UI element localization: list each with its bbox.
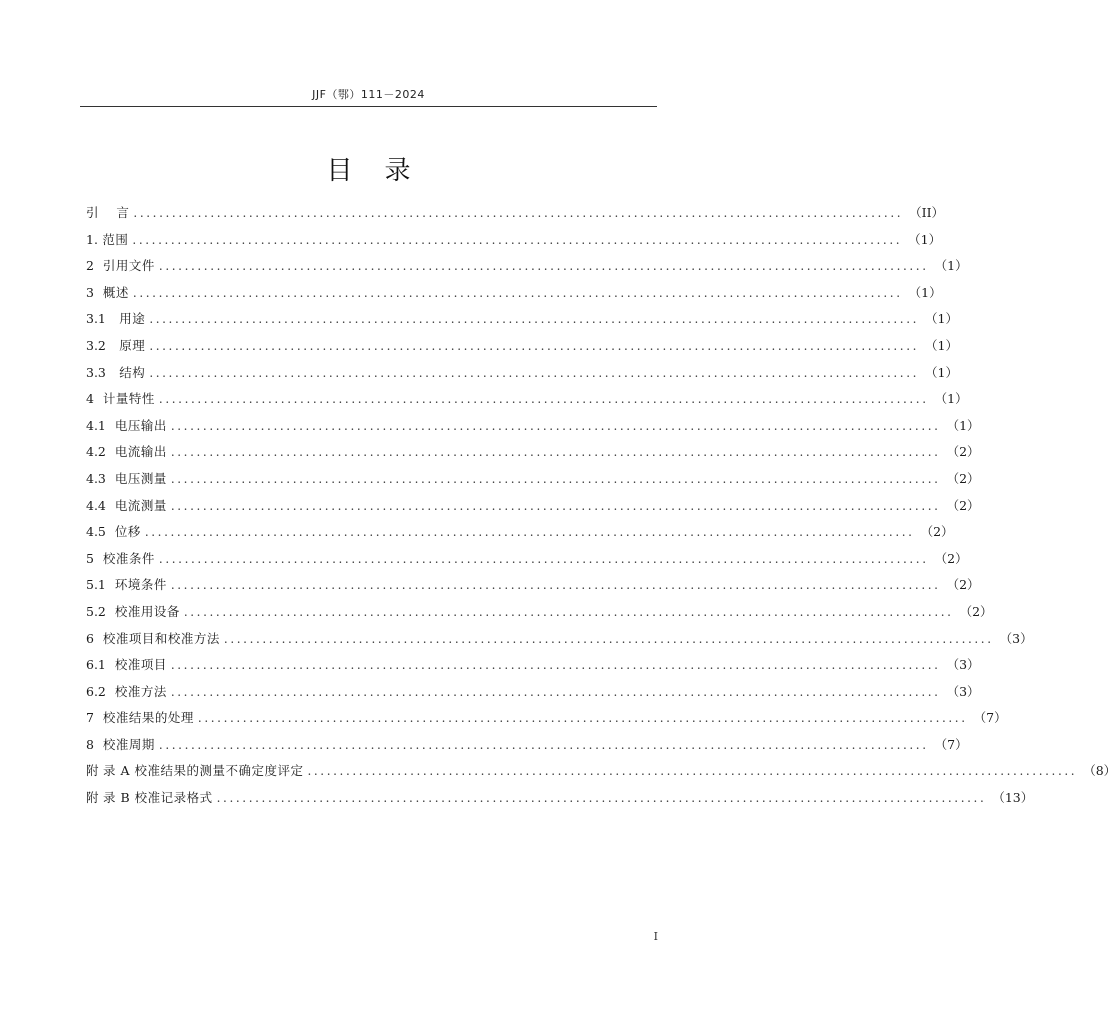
- toc-entry-label: 环境条件: [105, 577, 167, 593]
- toc-entry[interactable]: [86, 758, 1116, 785]
- toc-dot-leader: ........................................................................................................................: [132, 232, 903, 247]
- toc-entry-number: 附: [86, 763, 99, 779]
- toc-entry[interactable]: [86, 333, 958, 360]
- toc-dot-leader: ........................................................................................................................: [170, 445, 941, 460]
- toc-entry[interactable]: [86, 466, 980, 493]
- toc-dot-leader: ........................................................................................................................: [158, 737, 929, 752]
- toc-entry-label: 用途: [105, 311, 146, 327]
- toc-entry-page: （3）: [946, 657, 980, 673]
- toc-entry-label: 校准条件: [93, 550, 155, 566]
- toc-entry-page: （13）: [992, 790, 1034, 806]
- toc-entry-number: 6.1: [86, 657, 106, 673]
- toc-entry[interactable]: [86, 546, 968, 573]
- toc-entry-label: 电流测量: [105, 497, 167, 513]
- toc-entry-page: （1）: [934, 258, 968, 274]
- toc-entry-number: 1.: [86, 231, 98, 247]
- toc-entry-label: 校准方法: [105, 683, 167, 699]
- document-code-header: JJF（鄂）111－2024: [312, 88, 425, 101]
- toc-entry[interactable]: [86, 227, 942, 254]
- toc-entry[interactable]: [86, 306, 958, 333]
- toc-entry-label: 原理: [105, 337, 146, 353]
- toc-dot-leader: ........................................................................................................................: [307, 764, 1078, 779]
- toc-dot-leader: ........................................................................................................................: [170, 418, 941, 433]
- toc-dot-leader: ........................................................................................................................: [183, 604, 954, 619]
- page-title-char-1: 目: [326, 156, 353, 186]
- toc-entry-label: 计量特性: [93, 391, 155, 407]
- page-number: I: [653, 930, 658, 943]
- toc-dot-leader: ........................................................................................................................: [149, 338, 920, 353]
- toc-entry-number: 6.2: [86, 683, 106, 699]
- toc-entry-label: 校准项目: [105, 657, 167, 673]
- toc-entry[interactable]: [86, 439, 980, 466]
- toc-entry-page: （3）: [999, 630, 1033, 646]
- toc-entry-page: （3）: [946, 683, 980, 699]
- toc-entry[interactable]: [86, 679, 980, 706]
- toc-dot-leader: ........................................................................................................................: [170, 498, 941, 513]
- toc-entry-label: 范围: [97, 231, 129, 247]
- toc-entry[interactable]: [86, 493, 980, 520]
- toc-entry-page: （1）: [946, 417, 980, 433]
- toc-entry[interactable]: [86, 732, 968, 759]
- toc-entry-label: 电流输出: [105, 444, 167, 460]
- toc-entry-page: （II）: [909, 205, 945, 220]
- table-of-contents: [86, 200, 1116, 812]
- toc-entry-label: 校准周期: [93, 736, 155, 752]
- toc-dot-leader: ........................................................................................................................: [158, 259, 929, 274]
- toc-entry-page: （2）: [946, 470, 980, 486]
- page-title: [80, 150, 657, 187]
- toc-entry[interactable]: [86, 386, 968, 413]
- toc-dot-leader: ........................................................................................................................: [170, 578, 941, 593]
- toc-entry-label: 校准项目和校准方法: [93, 630, 220, 646]
- toc-entry-page: （2）: [959, 603, 993, 619]
- toc-entry[interactable]: [86, 785, 1034, 812]
- toc-entry-label: 电压输出: [105, 417, 167, 433]
- toc-dot-leader: ........................................................................................................................: [149, 312, 920, 327]
- toc-dot-leader: ........................................................................................................................: [149, 365, 920, 380]
- toc-entry-label: 概述: [93, 284, 129, 300]
- toc-entry-label: 引用文件: [93, 258, 155, 274]
- toc-entry-number: 8: [86, 736, 94, 752]
- toc-entry-number: 4: [86, 391, 94, 407]
- toc-entry[interactable]: [86, 519, 954, 546]
- toc-entry-label: 电压测量: [105, 470, 167, 486]
- toc-entry-number: 6: [86, 630, 94, 646]
- toc-dot-leader: ........................................................................................................................: [132, 285, 903, 300]
- toc-entry-page: （7）: [934, 736, 968, 752]
- toc-entry-page: （1）: [908, 284, 942, 300]
- toc-entry-label: 言: [98, 205, 130, 220]
- toc-entry-page: （8）: [1083, 763, 1116, 779]
- toc-entry-label: 结构: [105, 364, 146, 380]
- toc-entry[interactable]: [86, 253, 968, 280]
- toc-entry[interactable]: [86, 360, 958, 387]
- toc-entry-number: 3.1: [86, 311, 106, 327]
- toc-entry[interactable]: [86, 626, 1033, 653]
- toc-entry-label: 录 B 校准记录格式: [98, 790, 213, 806]
- page-title-char-2: 录: [384, 156, 411, 186]
- toc-entry-label: 校准结果的处理: [93, 710, 194, 726]
- toc-entry[interactable]: [86, 652, 980, 679]
- toc-entry-number: 7: [86, 710, 94, 726]
- toc-entry-label: 校准用设备: [105, 603, 180, 619]
- toc-dot-leader: ........................................................................................................................: [170, 684, 941, 699]
- toc-dot-leader: ........................................................................................................................: [170, 471, 941, 486]
- toc-entry[interactable]: [86, 413, 980, 440]
- toc-dot-leader: ........................................................................................................................: [216, 791, 987, 806]
- toc-entry-page: （1）: [925, 364, 958, 380]
- toc-entry-page: （2）: [946, 577, 980, 593]
- toc-entry-number: 4.3: [86, 470, 106, 486]
- toc-dot-leader: ........................................................................................................................: [170, 658, 941, 673]
- toc-dot-leader: ........................................................................................................................: [133, 206, 904, 220]
- toc-entry-number: 3.2: [86, 337, 106, 353]
- toc-entry[interactable]: [86, 599, 993, 626]
- toc-entry-page: （2）: [946, 444, 980, 460]
- toc-entry-number: 3.3: [86, 364, 106, 380]
- toc-entry[interactable]: [86, 200, 945, 227]
- toc-dot-leader: ........................................................................................................................: [197, 711, 968, 726]
- toc-entry-page: （2）: [946, 497, 980, 513]
- toc-entry-number: 2: [86, 258, 94, 274]
- toc-entry-page: （1）: [934, 391, 968, 407]
- toc-entry-page: （2）: [920, 524, 954, 540]
- toc-entry-page: （1）: [925, 311, 958, 327]
- toc-entry-number: 5: [86, 550, 94, 566]
- toc-entry-label: 位移: [105, 524, 141, 540]
- toc-entry-page: （1）: [925, 337, 958, 353]
- toc-entry-number: 引: [86, 205, 99, 220]
- toc-dot-leader: ........................................................................................................................: [158, 392, 929, 407]
- toc-entry-number: 5.1: [86, 577, 106, 593]
- toc-entry-label: 录 A 校准结果的测量不确定度评定: [98, 763, 304, 779]
- toc-entry-number: 3: [86, 284, 94, 300]
- toc-entry-page: （7）: [973, 710, 1007, 726]
- toc-entry-page: （1）: [908, 231, 942, 247]
- toc-entry-number: 4.1: [86, 417, 106, 433]
- toc-entry-page: （2）: [934, 550, 968, 566]
- toc-entry-number: 4.4: [86, 497, 106, 513]
- toc-dot-leader: ........................................................................................................................: [158, 551, 929, 566]
- toc-entry[interactable]: [86, 280, 942, 307]
- toc-entry-number: 4.2: [86, 444, 106, 460]
- toc-dot-leader: ........................................................................................................................: [223, 631, 994, 646]
- toc-entry[interactable]: [86, 705, 1007, 732]
- toc-entry[interactable]: [86, 572, 980, 599]
- toc-entry-number: 5.2: [86, 603, 106, 619]
- header-rule: [80, 106, 657, 107]
- toc-entry-number: 附: [86, 790, 99, 806]
- toc-dot-leader: ........................................................................................................................: [144, 525, 915, 540]
- toc-entry-number: 4.5: [86, 524, 106, 540]
